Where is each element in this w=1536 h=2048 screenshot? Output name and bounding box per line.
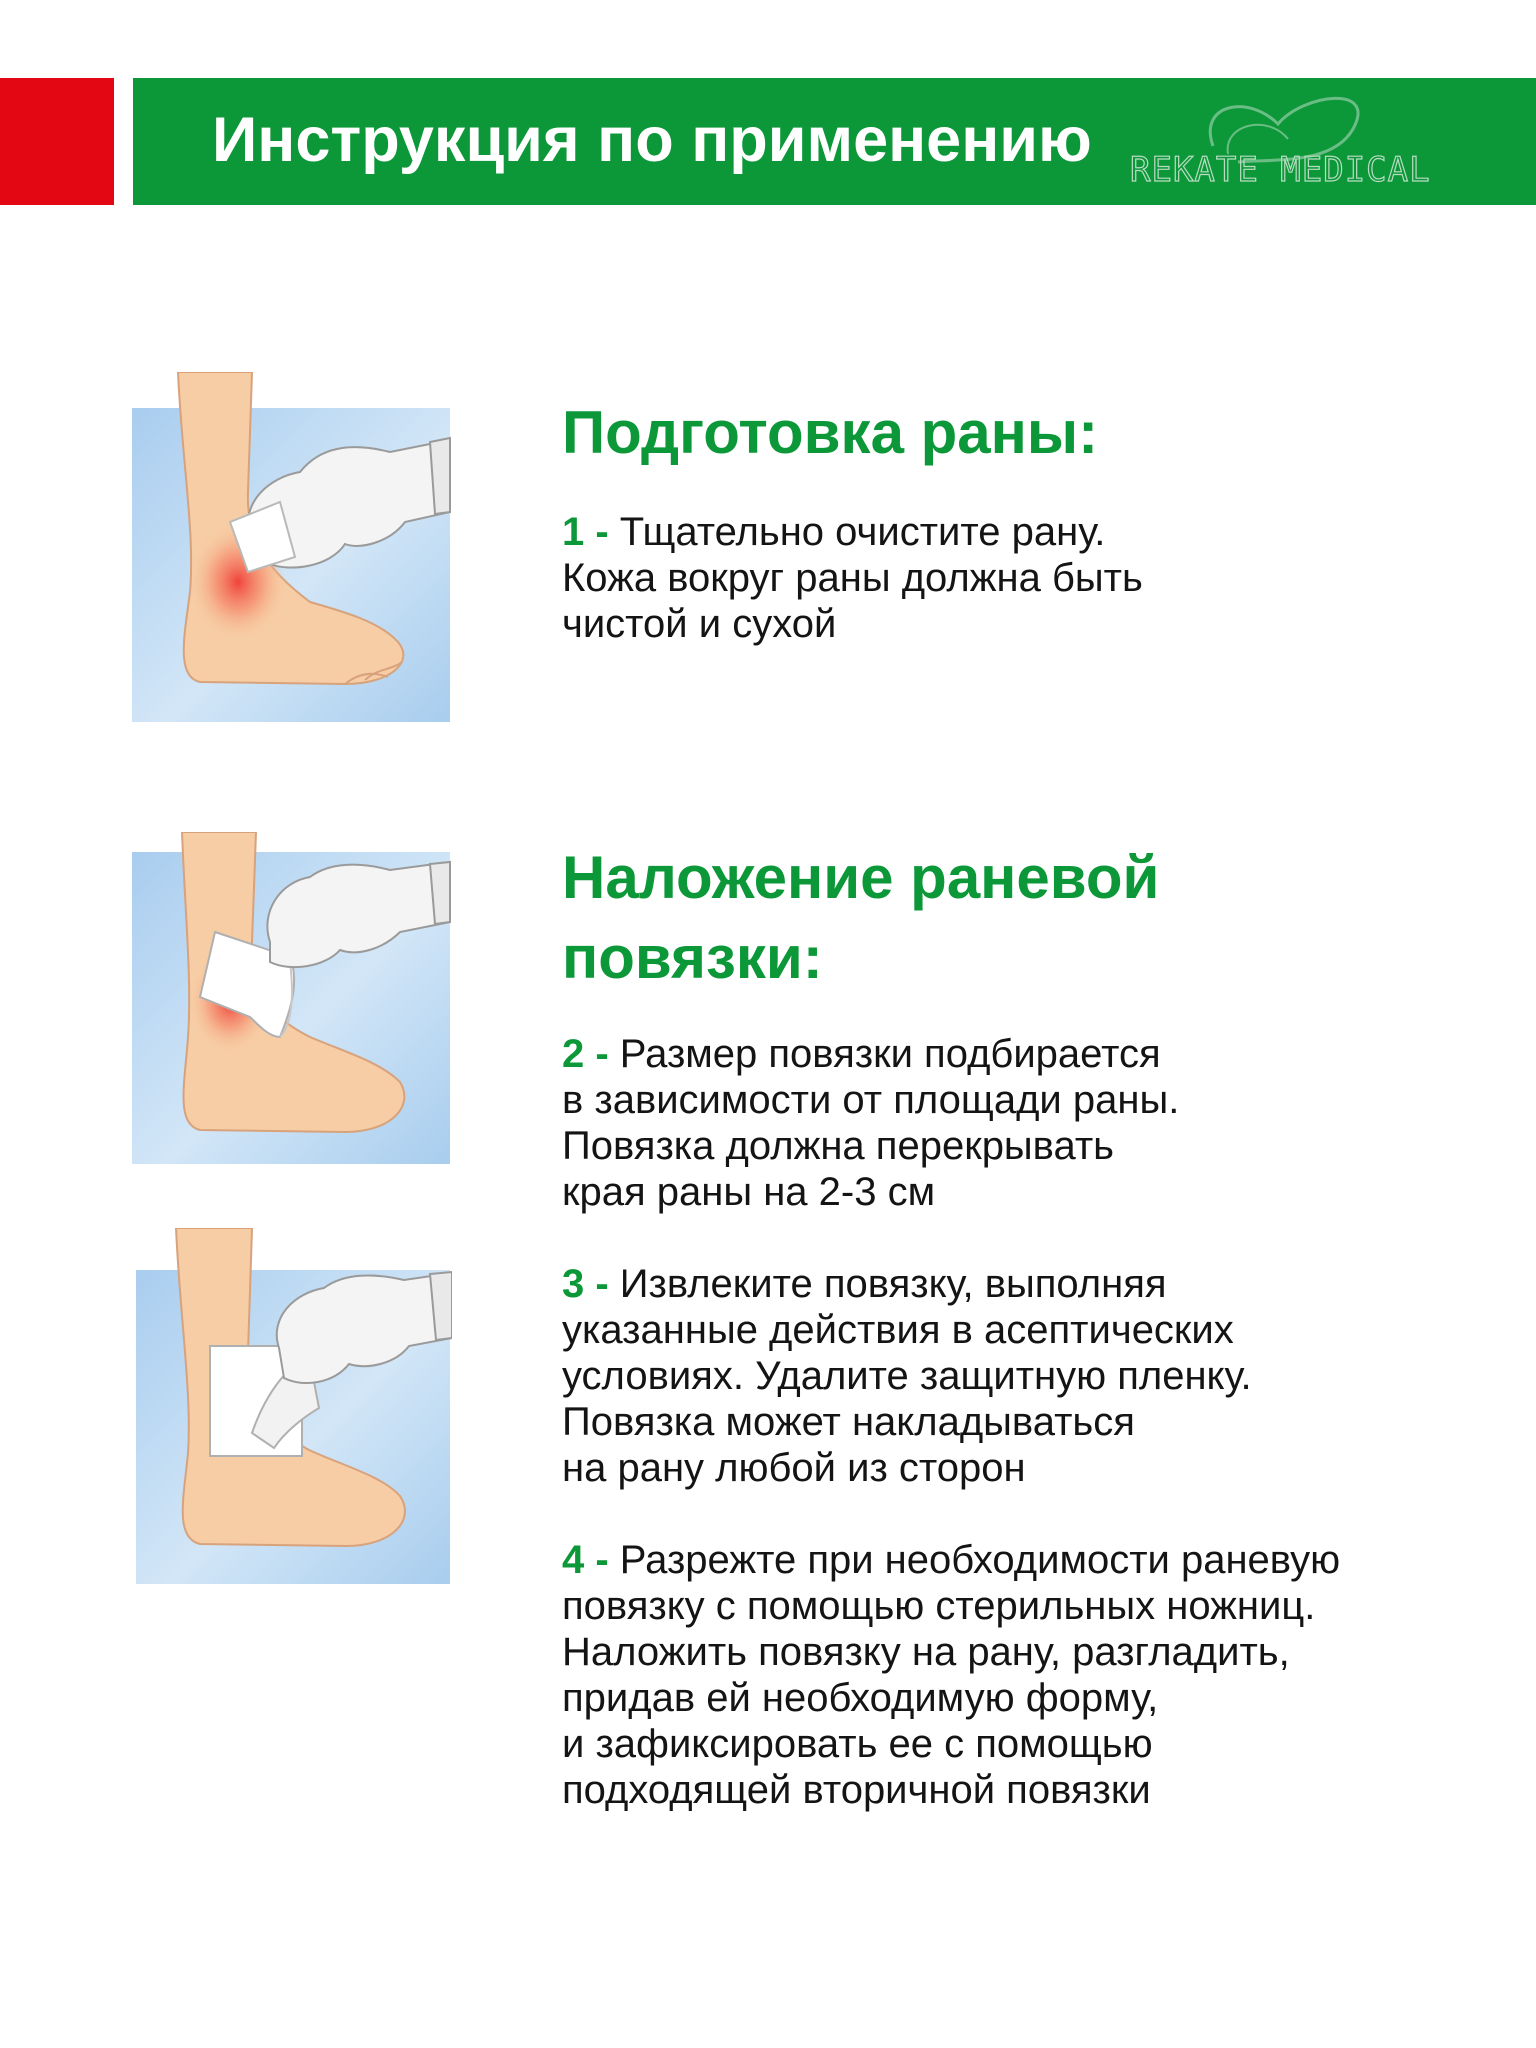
logo-text: REKATE MEDICAL — [1130, 150, 1431, 190]
illustration-dressing-placement — [134, 1228, 452, 1584]
step-1-number: 1 - — [562, 510, 620, 554]
page-title: Инструкция по применению — [212, 105, 1092, 175]
step-2-number: 2 - — [562, 1032, 620, 1076]
section-heading-dressing-application: Наложение раневой повязки: — [562, 844, 1160, 991]
step-1: 1 - Тщательно очистите рану. Кожа вокруг раны должна быть чистой и сухой — [562, 510, 1143, 646]
step-4: 4 - Разрежте при необходимости раневую повязку с помощью стерильных ножниц. Наложить повязку на рану, разгладить, придав ей необходимую форму, и зафиксировать ее с помощью подходящей вторичной повязки — [562, 1538, 1341, 1812]
header-red-block — [0, 78, 114, 205]
step-3-number: 3 - — [562, 1262, 620, 1306]
step-2: 2 - Размер повязки подбирается в зависимости от площади раны. Повязка должна перекрывать края раны на 2-3 см — [562, 1032, 1180, 1214]
illustration-dressing-application — [130, 832, 452, 1164]
section-heading-wound-prep: Подготовка раны: — [562, 399, 1099, 466]
step-3: 3 - Извлеките повязку, выполняя указанные действия в асептических условиях. Удалите защитную пленку. Повязка может накладываться на рану любой из сторон — [562, 1262, 1252, 1490]
illustration-wound-cleaning — [130, 372, 452, 722]
step-4-number: 4 - — [562, 1538, 620, 1582]
